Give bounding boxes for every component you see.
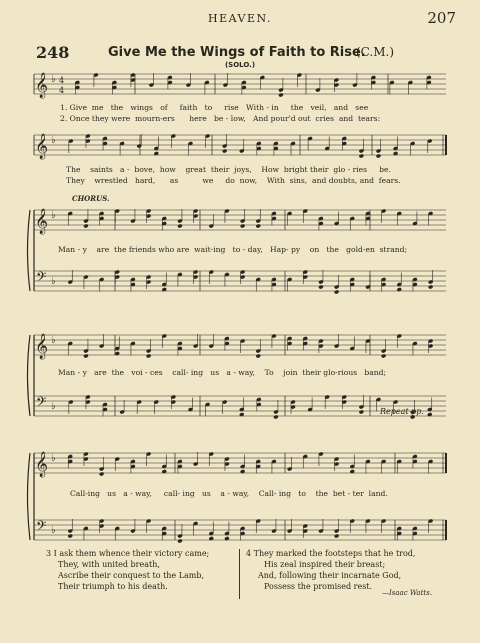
verse-3 bbox=[46, 548, 209, 592]
verse-line: Their triumph to his death. bbox=[58, 582, 168, 591]
svg-text:𝄞: 𝄞 bbox=[35, 73, 49, 98]
verse-line: Ascribe their conquest to the Lamb, bbox=[58, 571, 205, 580]
chorus-lyric-2: Man - y are the voi - ces call- ing us a - way, To join their glo-rious band; bbox=[58, 368, 387, 377]
svg-text:𝄞: 𝄞 bbox=[35, 209, 49, 234]
lyric-line-3: The saints a - bove, how great their joys, How bright their glo - ries be. bbox=[66, 165, 391, 174]
lyric-line-1: 1. Give me the wings of faith to rise With - in the veil, and see bbox=[60, 103, 369, 112]
lyric-line-2: 2. Once they were mourn-ers here be - low, And pour'd out cries and tears: bbox=[60, 114, 381, 123]
repeat-label: Repeat pp. bbox=[380, 407, 424, 416]
verse-divider bbox=[239, 549, 240, 599]
svg-text:♭: ♭ bbox=[51, 525, 56, 536]
svg-text:♭: ♭ bbox=[51, 453, 56, 464]
svg-text:𝄞: 𝄞 bbox=[35, 134, 49, 159]
svg-text:𝄞: 𝄞 bbox=[35, 334, 49, 359]
hymn-meter: (C.M.) bbox=[356, 45, 395, 59]
verse-line: They, with united breath, bbox=[58, 560, 160, 569]
svg-text:♭: ♭ bbox=[51, 135, 56, 146]
verse-4 bbox=[246, 548, 415, 592]
svg-text:♭: ♭ bbox=[51, 276, 56, 287]
chorus-label: CHORUS. bbox=[72, 194, 110, 203]
svg-text:𝄢: 𝄢 bbox=[36, 518, 47, 537]
verse-line: 4 They marked the footsteps that he trod, bbox=[246, 549, 416, 558]
svg-text:♭: ♭ bbox=[51, 335, 56, 346]
verse-line: His zeal inspired their breast; bbox=[264, 560, 386, 569]
svg-text:𝄞: 𝄞 bbox=[35, 452, 49, 477]
chorus-lyric-1: Man - y are the friends who are wait-ing to - day, Hap- py on the gold-en strand; bbox=[58, 245, 408, 254]
svg-text:4: 4 bbox=[59, 86, 65, 95]
svg-text:𝄢: 𝄢 bbox=[36, 394, 47, 413]
page-number: 207 bbox=[427, 9, 456, 27]
verse-line: Possess the promised rest. bbox=[264, 582, 373, 591]
verse-line: And, following their incarnate God, bbox=[258, 571, 402, 580]
chorus-lyric-3: Call-ing us a - way, call- ing us a - way, Call- ing to the bet - ter land. bbox=[70, 489, 388, 498]
running-head: HEAVEN. bbox=[208, 12, 272, 25]
author-credit: —Isaac Watts. bbox=[382, 589, 433, 597]
hymn-title: Give Me the Wings of Faith to Rise. bbox=[108, 45, 366, 60]
svg-text:♭: ♭ bbox=[51, 210, 56, 221]
lyric-line-4: They wrestled hard, as we do now, With sins, and doubts, and fears. bbox=[66, 176, 401, 185]
svg-text:♭: ♭ bbox=[51, 401, 56, 412]
verse-line: 3 I ask them whence their victory came; bbox=[46, 549, 210, 558]
svg-text:♭: ♭ bbox=[51, 74, 56, 85]
svg-text:4: 4 bbox=[59, 76, 65, 85]
hymn-number: 248 bbox=[36, 43, 70, 62]
solo-label: (SOLO.) bbox=[224, 61, 256, 69]
svg-text:𝄢: 𝄢 bbox=[36, 269, 47, 288]
